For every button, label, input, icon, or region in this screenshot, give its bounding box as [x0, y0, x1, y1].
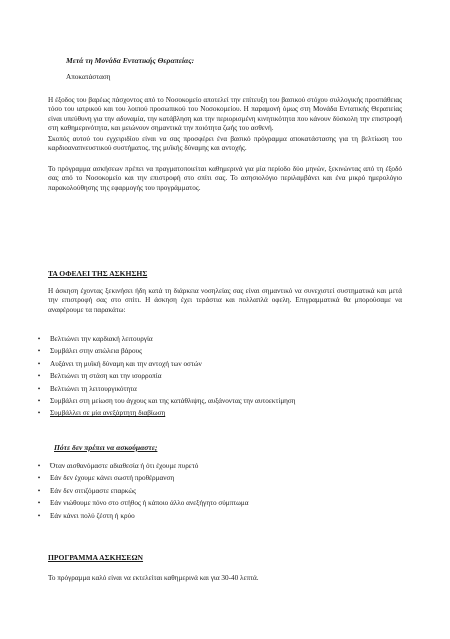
list-item: • Εάν νιώθουμε πόνο στο στήθος ή κάποιο άλλο ανεξήγητο σύμπτωμα	[36, 497, 416, 509]
when-not-list	[36, 460, 416, 522]
intro-paragraph-1: Η έξοδος του βαρέως πάσχοντος από το Νοσοκομείο αποτελεί την επίτευξη του βασικού στόχου συλλογικής προσπάθειας τόσο του ιατρικού και του λοιπού προσωπικού του Νοσοκομείου. Η παραμονή όμως στη Μονάδα Εντατικής Θεραπείας είναι υπεύθυνη για την αδυναμία, την κατάβληση και την περιορισμένη κινητικότητα που κάνουν δύσκολη την επιστροφή στη καθημερινότητα, και μειώνουν σημαντικά την ποιότητα ζωής του ασθενή.	[48, 96, 402, 132]
bullet-icon: •	[37, 499, 41, 508]
bullet-icon: •	[37, 486, 41, 495]
list-item: • Εάν δεν έχουμε κάνει σωστή προθέρμανση	[36, 472, 416, 484]
intro-paragraph-2: Σκοπός αυτού του εγχειριδίου είναι να σας προσφέρει ένα βασικό πρόγραμμα αποκατάστασης για τη βελτίωση του καρδιοαναπνευστικού συστήματος, της μυϊκής δύναμης και αντοχής.	[48, 135, 402, 153]
bullet-icon: •	[37, 347, 41, 356]
list-item: • Βελτιώνει τη λειτουργικότητα	[36, 383, 416, 395]
list-item: • Συμβάλει στη μείωση του άγχους και της κατάθλιψης, αυξάνοντας την αυτοεκτίμηση	[36, 395, 416, 407]
heading-icu: Μετά τη Μονάδα Εντατικής Θεραπείας:	[66, 56, 195, 65]
bullet-icon: •	[37, 396, 41, 405]
list-item: • Εάν κάνει πολύ ζέστη ή κρύο	[36, 510, 416, 522]
benefits-list	[36, 333, 416, 420]
bullet-icon: •	[37, 359, 41, 368]
list-item: • Εάν δεν σιτιζόμαστε επαρκώς	[36, 485, 416, 497]
intro-paragraph-3: Το πρόγραμμα ασκήσεων πρέπει να πραγματοποιείται καθημερινά για μία περίοδο δύο μηνών, ξεκινώντας από τη έξοδό σας από το Νοσοκομείο και την επιστροφή στο σπίτι σας. Το ασησιολόγιο περιλαμβάνει και ένα μικρό ημερολόγιο παρακολούθησης της εφαρμογής του προγράμματος.	[48, 165, 402, 192]
list-item: • Βελτιώνει την καρδιακή λειτουργία	[36, 333, 416, 345]
list-item: • Συμβάλει στην απώλεια βάρους	[36, 345, 416, 357]
benefits-heading: ΤΑ ΟΦΕΛΕΙ ΤΗΣ ΑΣΚΗΣΗΣ	[48, 269, 148, 278]
list-item: • Αυξάνει τη μυϊκή δύναμη και την αντοχή των οστών	[36, 358, 416, 370]
bullet-icon: •	[37, 409, 41, 418]
program-paragraph: Το πρόγραμμα καλό είναι να εκτελείται καθημερινά και για 30-40 λεπτά.	[48, 574, 259, 582]
list-item: • Βελτιώνει τη στάση και την ισορροπία	[36, 370, 416, 382]
bullet-icon: •	[37, 335, 41, 343]
list-item: • Συμβάλλει σε μία ανεξάρτητη διαβίωση	[36, 407, 416, 419]
program-heading: ΠΡΟΓΡΑΜΜΑ ΑΣΚΗΣΕΩΝ	[48, 553, 144, 562]
bullet-icon: •	[37, 511, 41, 520]
when-not-heading: Πότε δεν πρέπει να ασκούμαστε;	[54, 443, 158, 452]
bullet-icon: •	[37, 462, 41, 470]
bullet-icon: •	[37, 384, 41, 393]
subheading-rehab: Αποκατάσταση	[66, 73, 111, 81]
bullet-icon: •	[37, 474, 41, 483]
bullet-icon: •	[37, 372, 41, 381]
list-item: • Όταν αισθανόμαστε αδιαθεσία ή ότι έχουμε πυρετό	[36, 460, 416, 472]
benefits-paragraph: Η άσκηση έχοντας ξεκινήσει ήδη κατά τη διάρκεια νοσηλείας σας είναι σημαντικό να συνεχιστεί συστηματικά και μετά την επιστροφή σας στο σπίτι. Η άσκηση έχει τεράστια και πολλαπλά οφελη. Επιγραμματικά θα μπορούσαμε να αναφέρουμε τα παρακάτω:	[48, 287, 402, 314]
